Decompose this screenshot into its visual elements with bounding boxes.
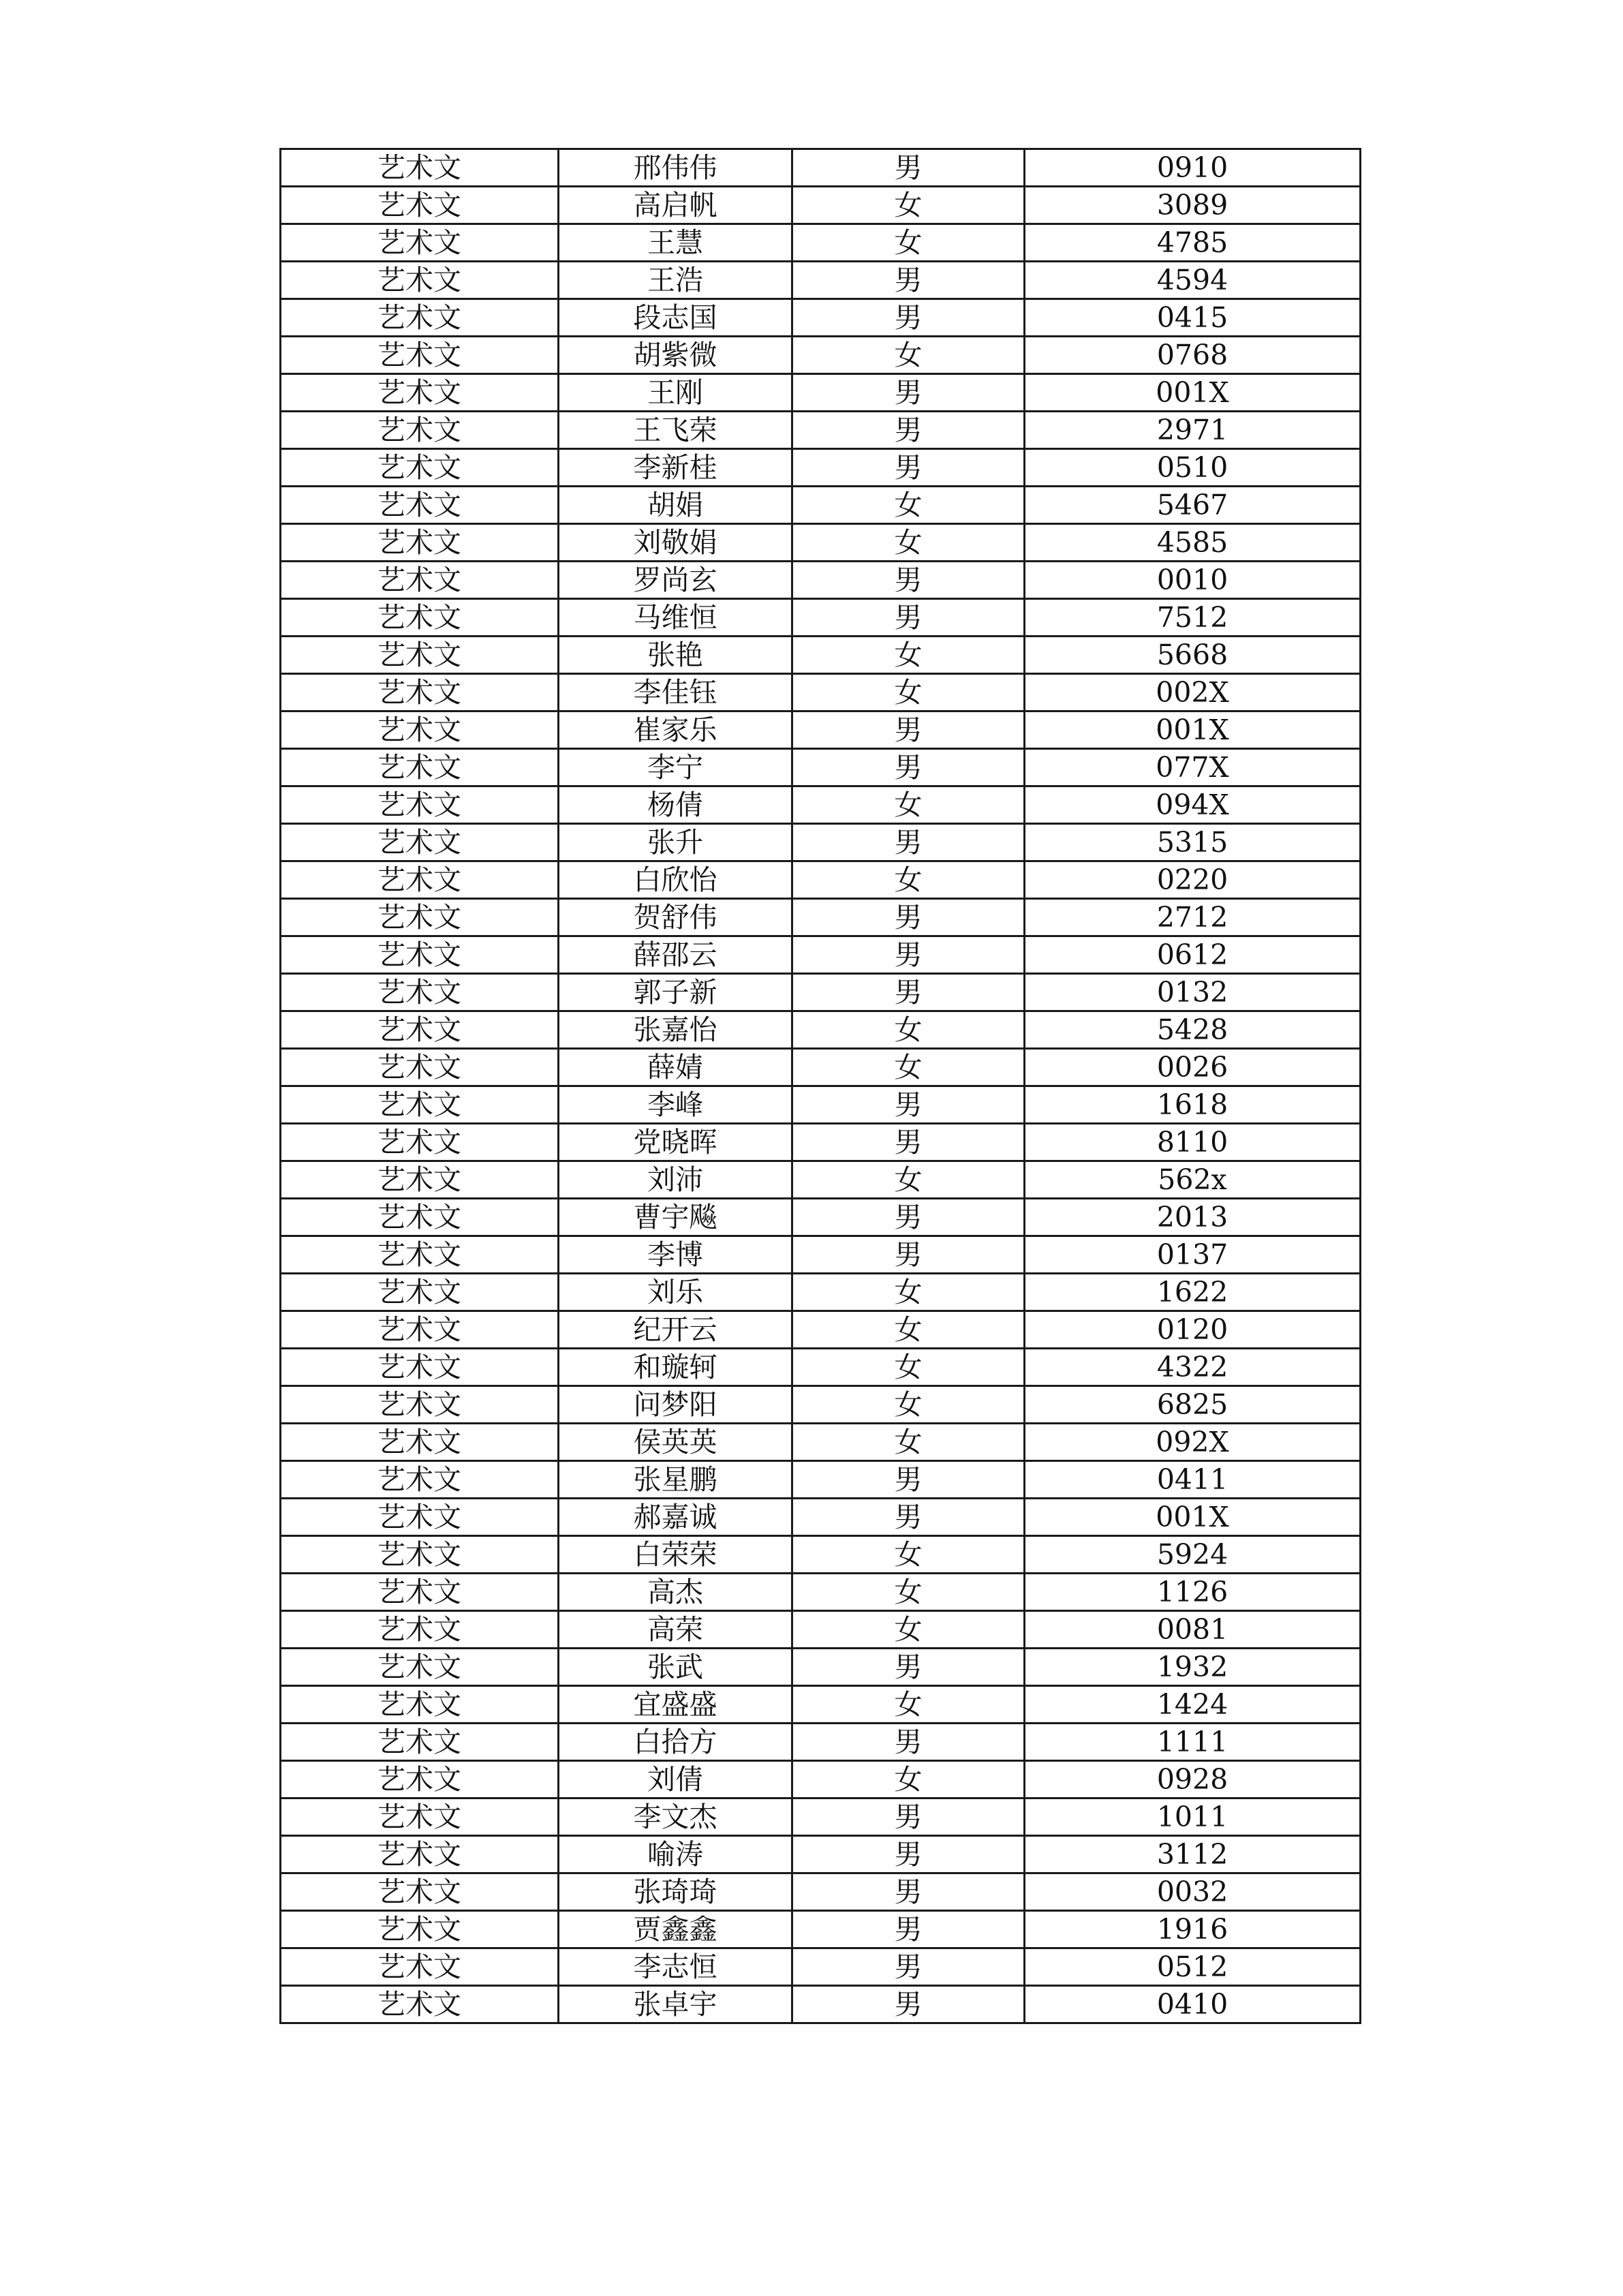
name-cell: 胡紫微	[559, 337, 792, 374]
gender-cell: 男	[792, 149, 1025, 187]
gender-cell: 男	[792, 562, 1025, 599]
category-cell: 艺术文	[281, 1536, 559, 1574]
name-cell: 张卓宇	[559, 1986, 792, 2023]
code-cell: 0510	[1025, 449, 1361, 487]
table-row	[281, 1686, 1361, 1724]
table-row	[281, 1873, 1361, 1911]
gender-cell: 男	[792, 1873, 1025, 1911]
gender-cell: 女	[792, 1349, 1025, 1386]
name-cell: 白荣荣	[559, 1536, 792, 1574]
table-row	[281, 1724, 1361, 1761]
table-row	[281, 1424, 1361, 1461]
code-cell: 1622	[1025, 1274, 1361, 1311]
name-cell: 高荣	[559, 1611, 792, 1649]
name-cell: 张艳	[559, 637, 792, 674]
category-cell: 艺术文	[281, 524, 559, 562]
gender-cell: 女	[792, 637, 1025, 674]
gender-cell: 女	[792, 1424, 1025, 1461]
code-cell: 4585	[1025, 524, 1361, 562]
category-cell: 艺术文	[281, 899, 559, 936]
code-cell: 4785	[1025, 224, 1361, 262]
gender-cell: 男	[792, 374, 1025, 412]
table-row	[281, 674, 1361, 711]
table-row	[281, 1461, 1361, 1499]
category-cell: 艺术文	[281, 1986, 559, 2023]
category-cell: 艺术文	[281, 1386, 559, 1424]
gender-cell: 女	[792, 337, 1025, 374]
code-cell: 4594	[1025, 262, 1361, 299]
code-cell: 4322	[1025, 1349, 1361, 1386]
gender-cell: 女	[792, 487, 1025, 524]
name-cell: 贾鑫鑫	[559, 1911, 792, 1948]
gender-cell: 女	[792, 786, 1025, 824]
code-cell: 0081	[1025, 1611, 1361, 1649]
code-cell: 0010	[1025, 562, 1361, 599]
code-cell: 2971	[1025, 412, 1361, 449]
category-cell: 艺术文	[281, 1274, 559, 1311]
name-cell: 党晓晖	[559, 1124, 792, 1161]
table-row	[281, 1311, 1361, 1349]
table-row	[281, 1349, 1361, 1386]
name-cell: 张升	[559, 824, 792, 861]
name-cell: 李佳钰	[559, 674, 792, 711]
gender-cell: 女	[792, 1536, 1025, 1574]
name-cell: 侯英英	[559, 1424, 792, 1461]
category-cell: 艺术文	[281, 374, 559, 412]
category-cell: 艺术文	[281, 1798, 559, 1836]
category-cell: 艺术文	[281, 487, 559, 524]
name-cell: 喻涛	[559, 1836, 792, 1873]
roster-table-body	[281, 149, 1361, 2023]
code-cell: 0768	[1025, 337, 1361, 374]
category-cell: 艺术文	[281, 1124, 559, 1161]
code-cell: 0512	[1025, 1948, 1361, 1986]
name-cell: 高杰	[559, 1574, 792, 1611]
code-cell: 0120	[1025, 1311, 1361, 1349]
name-cell: 李志恒	[559, 1948, 792, 1986]
category-cell: 艺术文	[281, 449, 559, 487]
name-cell: 刘乐	[559, 1274, 792, 1311]
gender-cell: 男	[792, 1124, 1025, 1161]
table-row	[281, 861, 1361, 899]
code-cell: 562x	[1025, 1161, 1361, 1199]
category-cell: 艺术文	[281, 674, 559, 711]
category-cell: 艺术文	[281, 262, 559, 299]
code-cell: 1111	[1025, 1724, 1361, 1761]
code-cell: 092X	[1025, 1424, 1361, 1461]
table-row	[281, 899, 1361, 936]
category-cell: 艺术文	[281, 1311, 559, 1349]
table-row	[281, 1911, 1361, 1948]
table-row	[281, 524, 1361, 562]
gender-cell: 男	[792, 974, 1025, 1011]
table-row	[281, 599, 1361, 637]
name-cell: 罗尚玄	[559, 562, 792, 599]
category-cell: 艺术文	[281, 1011, 559, 1049]
code-cell: 5315	[1025, 824, 1361, 861]
name-cell: 王慧	[559, 224, 792, 262]
gender-cell: 女	[792, 1611, 1025, 1649]
name-cell: 薛婧	[559, 1049, 792, 1086]
code-cell: 0910	[1025, 149, 1361, 187]
gender-cell: 女	[792, 1011, 1025, 1049]
code-cell: 5467	[1025, 487, 1361, 524]
table-row	[281, 711, 1361, 749]
category-cell: 艺术文	[281, 711, 559, 749]
name-cell: 张星鹏	[559, 1461, 792, 1499]
gender-cell: 女	[792, 1311, 1025, 1349]
code-cell: 5668	[1025, 637, 1361, 674]
name-cell: 和璇轲	[559, 1349, 792, 1386]
category-cell: 艺术文	[281, 1911, 559, 1948]
table-row	[281, 1536, 1361, 1574]
category-cell: 艺术文	[281, 224, 559, 262]
name-cell: 高启帆	[559, 187, 792, 224]
table-row	[281, 149, 1361, 187]
gender-cell: 男	[792, 1236, 1025, 1274]
code-cell: 5924	[1025, 1536, 1361, 1574]
table-row	[281, 1124, 1361, 1161]
name-cell: 张琦琦	[559, 1873, 792, 1911]
name-cell: 宜盛盛	[559, 1686, 792, 1724]
category-cell: 艺术文	[281, 299, 559, 337]
gender-cell: 男	[792, 1948, 1025, 1986]
gender-cell: 男	[792, 599, 1025, 637]
gender-cell: 男	[792, 1911, 1025, 1948]
table-row	[281, 1499, 1361, 1536]
category-cell: 艺术文	[281, 1461, 559, 1499]
category-cell: 艺术文	[281, 599, 559, 637]
category-cell: 艺术文	[281, 824, 559, 861]
table-row	[281, 562, 1361, 599]
category-cell: 艺术文	[281, 1086, 559, 1124]
name-cell: 李新桂	[559, 449, 792, 487]
category-cell: 艺术文	[281, 1836, 559, 1873]
name-cell: 王浩	[559, 262, 792, 299]
gender-cell: 女	[792, 1386, 1025, 1424]
category-cell: 艺术文	[281, 1873, 559, 1911]
category-cell: 艺术文	[281, 1199, 559, 1236]
table-row	[281, 1986, 1361, 2023]
table-row	[281, 1049, 1361, 1086]
name-cell: 刘敬娟	[559, 524, 792, 562]
table-row	[281, 786, 1361, 824]
code-cell: 1424	[1025, 1686, 1361, 1724]
code-cell: 1932	[1025, 1649, 1361, 1686]
category-cell: 艺术文	[281, 562, 559, 599]
category-cell: 艺术文	[281, 1686, 559, 1724]
category-cell: 艺术文	[281, 974, 559, 1011]
gender-cell: 女	[792, 1761, 1025, 1798]
name-cell: 白欣怡	[559, 861, 792, 899]
code-cell: 0137	[1025, 1236, 1361, 1274]
category-cell: 艺术文	[281, 936, 559, 974]
roster-table	[279, 148, 1361, 2024]
code-cell: 5428	[1025, 1011, 1361, 1049]
code-cell: 1618	[1025, 1086, 1361, 1124]
code-cell: 7512	[1025, 599, 1361, 637]
gender-cell: 男	[792, 1836, 1025, 1873]
table-row	[281, 412, 1361, 449]
category-cell: 艺术文	[281, 749, 559, 786]
name-cell: 李文杰	[559, 1798, 792, 1836]
code-cell: 001X	[1025, 711, 1361, 749]
name-cell: 曹宇飚	[559, 1199, 792, 1236]
name-cell: 刘沛	[559, 1161, 792, 1199]
code-cell: 3112	[1025, 1836, 1361, 1873]
code-cell: 3089	[1025, 187, 1361, 224]
table-row	[281, 374, 1361, 412]
name-cell: 白拾方	[559, 1724, 792, 1761]
table-row	[281, 749, 1361, 786]
table-row	[281, 1574, 1361, 1611]
gender-cell: 男	[792, 1986, 1025, 2023]
gender-cell: 女	[792, 1161, 1025, 1199]
table-row	[281, 824, 1361, 861]
name-cell: 郭子新	[559, 974, 792, 1011]
code-cell: 8110	[1025, 1124, 1361, 1161]
name-cell: 纪开云	[559, 1311, 792, 1349]
gender-cell: 女	[792, 187, 1025, 224]
table-row	[281, 1011, 1361, 1049]
category-cell: 艺术文	[281, 1611, 559, 1649]
category-cell: 艺术文	[281, 861, 559, 899]
code-cell: 0612	[1025, 936, 1361, 974]
table-row	[281, 1649, 1361, 1686]
category-cell: 艺术文	[281, 337, 559, 374]
code-cell: 0220	[1025, 861, 1361, 899]
code-cell: 6825	[1025, 1386, 1361, 1424]
code-cell: 0032	[1025, 1873, 1361, 1911]
gender-cell: 女	[792, 1274, 1025, 1311]
table-row	[281, 936, 1361, 974]
gender-cell: 女	[792, 861, 1025, 899]
table-row	[281, 1948, 1361, 1986]
table-row	[281, 487, 1361, 524]
category-cell: 艺术文	[281, 149, 559, 187]
code-cell: 0132	[1025, 974, 1361, 1011]
code-cell: 2013	[1025, 1199, 1361, 1236]
code-cell: 1126	[1025, 1574, 1361, 1611]
code-cell: 002X	[1025, 674, 1361, 711]
category-cell: 艺术文	[281, 1948, 559, 1986]
gender-cell: 女	[792, 524, 1025, 562]
gender-cell: 男	[792, 449, 1025, 487]
gender-cell: 女	[792, 1574, 1025, 1611]
table-row	[281, 637, 1361, 674]
name-cell: 刘倩	[559, 1761, 792, 1798]
gender-cell: 男	[792, 1724, 1025, 1761]
name-cell: 马维恒	[559, 599, 792, 637]
category-cell: 艺术文	[281, 1424, 559, 1461]
table-row	[281, 187, 1361, 224]
gender-cell: 女	[792, 674, 1025, 711]
table-row	[281, 449, 1361, 487]
name-cell: 段志国	[559, 299, 792, 337]
code-cell: 001X	[1025, 1499, 1361, 1536]
table-row	[281, 1236, 1361, 1274]
code-cell: 1011	[1025, 1798, 1361, 1836]
code-cell: 0410	[1025, 1986, 1361, 2023]
gender-cell: 男	[792, 899, 1025, 936]
gender-cell: 女	[792, 1049, 1025, 1086]
table-row	[281, 1086, 1361, 1124]
gender-cell: 男	[792, 936, 1025, 974]
name-cell: 李博	[559, 1236, 792, 1274]
gender-cell: 男	[792, 1798, 1025, 1836]
name-cell: 李峰	[559, 1086, 792, 1124]
category-cell: 艺术文	[281, 637, 559, 674]
name-cell: 贺舒伟	[559, 899, 792, 936]
table-row	[281, 1836, 1361, 1873]
name-cell: 王刚	[559, 374, 792, 412]
code-cell: 0928	[1025, 1761, 1361, 1798]
table-row	[281, 299, 1361, 337]
category-cell: 艺术文	[281, 786, 559, 824]
name-cell: 问梦阳	[559, 1386, 792, 1424]
name-cell: 邢伟伟	[559, 149, 792, 187]
code-cell: 1916	[1025, 1911, 1361, 1948]
code-cell: 2712	[1025, 899, 1361, 936]
table-row	[281, 224, 1361, 262]
table-row	[281, 974, 1361, 1011]
category-cell: 艺术文	[281, 187, 559, 224]
name-cell: 崔家乐	[559, 711, 792, 749]
name-cell: 薛邵云	[559, 936, 792, 974]
table-row	[281, 1761, 1361, 1798]
table-row	[281, 1199, 1361, 1236]
category-cell: 艺术文	[281, 1574, 559, 1611]
gender-cell: 男	[792, 1499, 1025, 1536]
gender-cell: 男	[792, 749, 1025, 786]
gender-cell: 男	[792, 1199, 1025, 1236]
category-cell: 艺术文	[281, 1649, 559, 1686]
table-row	[281, 1274, 1361, 1311]
code-cell: 094X	[1025, 786, 1361, 824]
code-cell: 077X	[1025, 749, 1361, 786]
category-cell: 艺术文	[281, 1761, 559, 1798]
gender-cell: 女	[792, 1686, 1025, 1724]
name-cell: 郝嘉诚	[559, 1499, 792, 1536]
code-cell: 0026	[1025, 1049, 1361, 1086]
name-cell: 李宁	[559, 749, 792, 786]
category-cell: 艺术文	[281, 1049, 559, 1086]
category-cell: 艺术文	[281, 1724, 559, 1761]
code-cell: 0411	[1025, 1461, 1361, 1499]
gender-cell: 男	[792, 1649, 1025, 1686]
code-cell: 001X	[1025, 374, 1361, 412]
table-row	[281, 1161, 1361, 1199]
gender-cell: 女	[792, 224, 1025, 262]
table-row	[281, 337, 1361, 374]
name-cell: 张嘉怡	[559, 1011, 792, 1049]
gender-cell: 男	[792, 824, 1025, 861]
name-cell: 胡娟	[559, 487, 792, 524]
name-cell: 杨倩	[559, 786, 792, 824]
gender-cell: 男	[792, 711, 1025, 749]
category-cell: 艺术文	[281, 1499, 559, 1536]
gender-cell: 男	[792, 299, 1025, 337]
table-row	[281, 262, 1361, 299]
name-cell: 王飞荣	[559, 412, 792, 449]
code-cell: 0415	[1025, 299, 1361, 337]
gender-cell: 男	[792, 1461, 1025, 1499]
category-cell: 艺术文	[281, 1349, 559, 1386]
gender-cell: 男	[792, 1086, 1025, 1124]
table-row	[281, 1611, 1361, 1649]
table-row	[281, 1386, 1361, 1424]
category-cell: 艺术文	[281, 1236, 559, 1274]
category-cell: 艺术文	[281, 412, 559, 449]
gender-cell: 男	[792, 262, 1025, 299]
name-cell: 张武	[559, 1649, 792, 1686]
gender-cell: 男	[792, 412, 1025, 449]
table-row	[281, 1798, 1361, 1836]
category-cell: 艺术文	[281, 1161, 559, 1199]
